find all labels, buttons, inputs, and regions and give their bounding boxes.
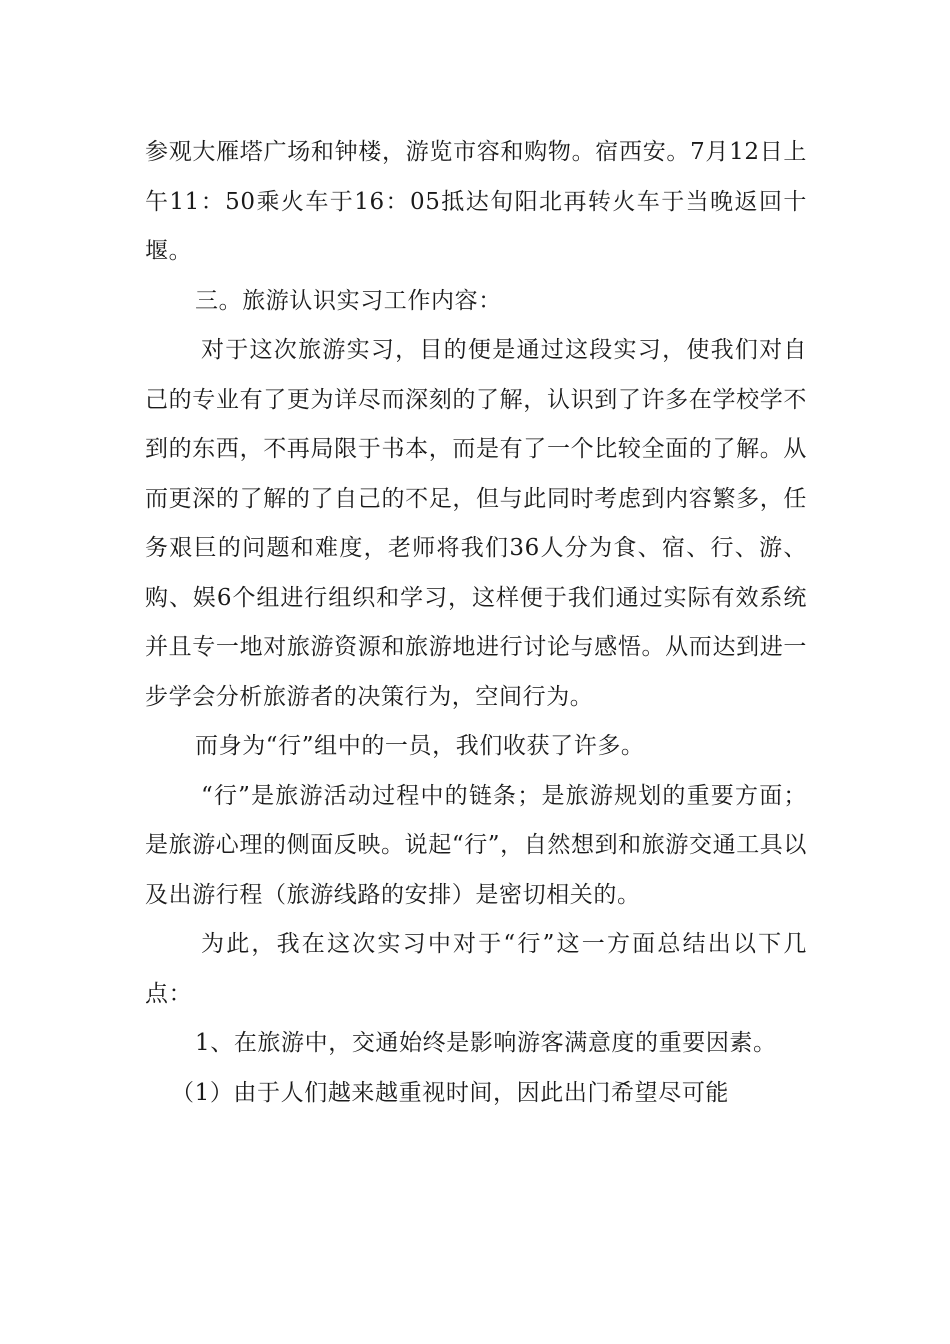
paragraph-purpose: 对于这次旅游实习，目的便是通过这段实习，使我们对自己的专业有了更为详尽而深刻的了解，认识到了许多在学校学不到的东西，不再局限于书本，而是有了一个比较全面的了解。从而更深的了解的了自己的不足，但与此同时考虑到内容繁多，任务艰巨的问题和难度，老师将我们36人分为食、宿、行、游、购、娱6个组进行组织和学习，这样便于我们通过实际有效系统并且专一地对旅游资源和旅游地进行讨论与感悟。从而达到进一步学会分析旅游者的决策行为，空间行为。 (145, 337, 807, 710)
list-item-1: 1、在旅游中，交通始终是影响游客满意度的重要因素。 (195, 1030, 777, 1056)
document-body (145, 128, 807, 1118)
list-item-1-1: （1）由于人们越来越重视时间，因此出门希望尽可能 (171, 1079, 730, 1106)
paragraph-summary-intro: 为此，我在这次实习中对于“行”这一方面总结出以下几点： (145, 931, 807, 1007)
paragraph-itinerary: 参观大雁塔广场和钟楼，游览市容和购物。宿西安。7月12日上午11：50乘火车于16：05抵达旬阳北再转火车于当晚返回十堰。 (145, 139, 807, 264)
paragraph-xing-definition: “行”是旅游活动过程中的链条；是旅游规划的重要方面；是旅游心理的侧面反映。说起“行”，自然想到和旅游交通工具以及出游行程（旅游线路的安排）是密切相关的。 (145, 782, 807, 908)
section-heading-3: 三。旅游认识实习工作内容： (195, 287, 502, 314)
paragraph-group-member: 而身为“行”组中的一员，我们收获了许多。 (195, 733, 645, 759)
